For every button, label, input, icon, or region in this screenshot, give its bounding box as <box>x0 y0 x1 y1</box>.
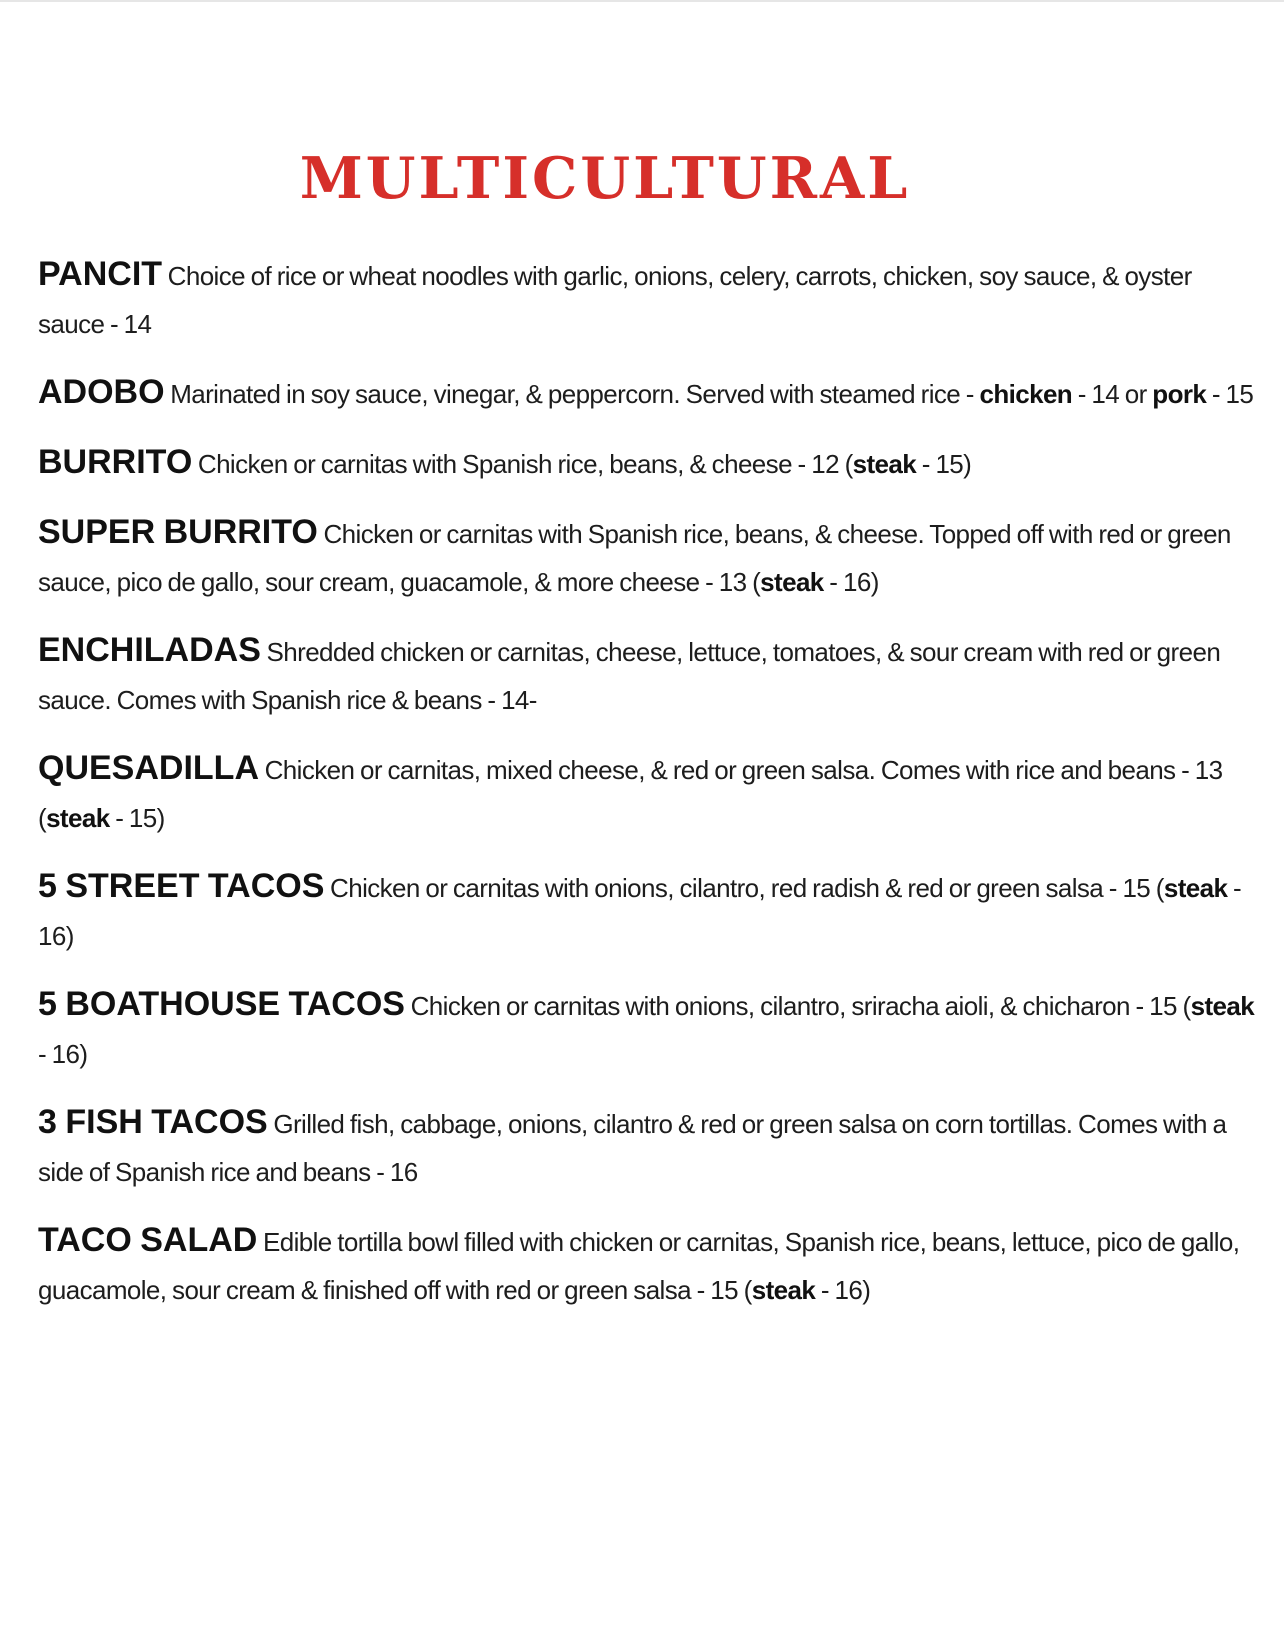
item-description: Chicken or carnitas with Spanish rice, beans, & cheese. Topped off with red or green sauce, pico de gallo, sour cream, guacamole, & more cheese - 13 ( <box>38 519 1231 597</box>
menu-item-5-boathouse-tacos <box>38 980 1260 1078</box>
menu-item-burrito <box>38 438 1260 488</box>
item-description: Grilled fish, cabbage, onions, cilantro & red or green salsa on corn tortillas. Comes with a side of Spanish rice and beans - 16 <box>38 1109 1227 1187</box>
item-upgrade-price: - 16) <box>820 1275 871 1305</box>
item-upgrade-steak: steak <box>760 567 824 597</box>
item-upgrade-price: - 16) <box>829 567 879 597</box>
item-description: Chicken or carnitas with onions, cilantro, red radish & red or green salsa - 15 ( <box>330 873 1164 903</box>
item-name: PANCIT <box>38 255 163 293</box>
item-upgrade-steak: steak <box>1163 873 1228 903</box>
item-upgrade-steak: steak <box>46 803 110 833</box>
item-or: or <box>1124 379 1147 409</box>
item-option-price: - 14 <box>1077 379 1120 409</box>
item-name: TACO SALAD <box>38 1221 258 1259</box>
item-upgrade-steak: steak <box>751 1275 816 1305</box>
item-upgrade-price: - 16) <box>38 1039 88 1069</box>
item-upgrade-steak: steak <box>852 449 917 479</box>
item-name: BURRITO <box>38 443 193 481</box>
item-description: Choice of rice or wheat noodles with garlic, onions, celery, carrots, chicken, soy sauce, & oyster sauce - 14 <box>38 261 1192 339</box>
item-description: Edible tortilla bowl filled with chicken or carnitas, Spanish rice, beans, lettuce, pico de gallo, guacamole, sour cream & finished off with red or green salsa - 15 ( <box>38 1227 1240 1305</box>
item-description: Marinated in soy sauce, vinegar, & peppercorn. Served with steamed rice - <box>170 379 974 409</box>
menu-item-adobo <box>38 368 1260 418</box>
item-upgrade-steak: steak <box>1190 991 1255 1021</box>
item-description: Shredded chicken or carnitas, cheese, lettuce, tomatoes, & sour cream with red or green sauce. Comes with Spanish rice & beans - 14- <box>38 637 1221 715</box>
item-description: Chicken or carnitas with Spanish rice, beans, & cheese - 12 ( <box>197 449 853 479</box>
menu-item-5-street-tacos <box>38 862 1260 960</box>
item-upgrade-price: - 15) <box>115 803 165 833</box>
item-upgrade-price: - 15) <box>921 449 972 479</box>
item-name: ADOBO <box>38 373 165 411</box>
item-description: Chicken or carnitas with onions, cilantro, sriracha aioli, & chicharon - 15 ( <box>410 991 1191 1021</box>
item-option-chicken: chicken <box>979 379 1073 409</box>
menu-item-enchiladas <box>38 626 1260 724</box>
menu-item-taco-salad <box>38 1216 1260 1314</box>
menu-list <box>38 250 1260 1334</box>
item-name: 5 BOATHOUSE TACOS <box>38 985 405 1023</box>
item-description: Chicken or carnitas, mixed cheese, & red or green salsa. Comes with rice and beans - 13 ( <box>38 755 1223 833</box>
item-name: ENCHILADAS <box>38 631 261 669</box>
menu-title: MULTICULTURAL <box>299 145 911 212</box>
item-name: 5 STREET TACOS <box>38 867 325 905</box>
menu-item-pancit <box>38 250 1260 348</box>
item-name: SUPER BURRITO <box>38 513 318 551</box>
item-name: 3 FISH TACOS <box>38 1103 268 1141</box>
item-name: QUESADILLA <box>38 749 259 787</box>
item-option-pork: pork <box>1152 379 1207 409</box>
menu-item-super-burrito <box>38 508 1260 606</box>
menu-item-quesadilla <box>38 744 1260 842</box>
item-option-price: - 15 <box>1211 379 1254 409</box>
item-upgrade-price: - 16) <box>38 873 1242 951</box>
top-divider <box>0 0 1284 2</box>
menu-item-3-fish-tacos <box>38 1098 1260 1196</box>
